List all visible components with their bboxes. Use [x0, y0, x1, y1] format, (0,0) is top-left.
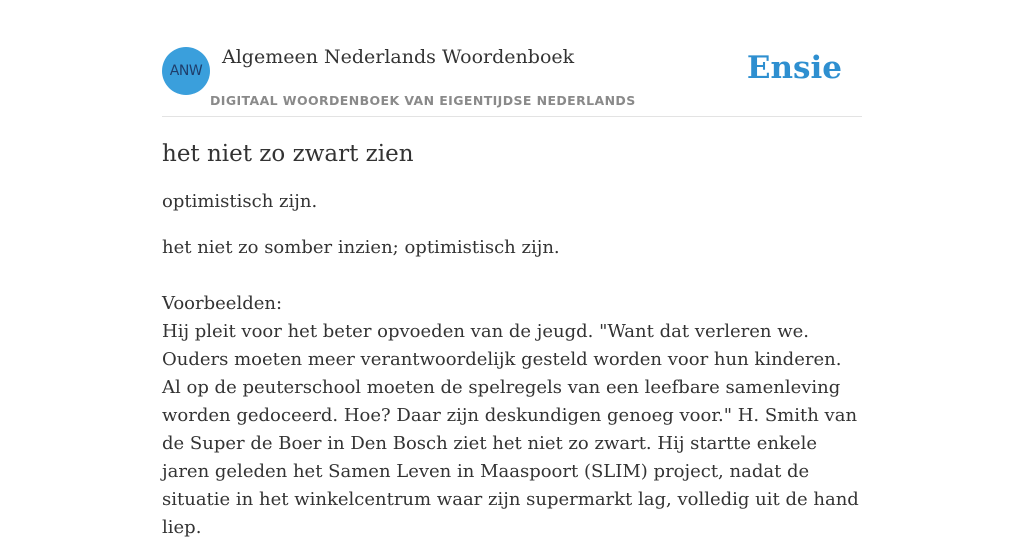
entry-definition: optimistisch zijn. [162, 191, 318, 212]
examples-label: Voorbeelden: [162, 293, 283, 314]
example-text: Hij pleit voor het beter opvoeden van de jeugd. "Want dat verleren we. Ouders moeten meer verantwoordelijk gesteld worden voor hun kinderen. Al op de peuterschool moeten de spelregels van een leefbare samenleving worden gedoceerd. Hoe? Daar zijn deskundigen genoeg voor." H. Smith van de Super de Boer in Den Bosch ziet het niet zo zwart. Hij startte enkele jaren geleden het Samen Leven in Maaspoort (SLIM) project, nadat de situatie in het winkelcentrum waar zijn supermarkt lag, volledig uit de hand liep. [162, 321, 859, 538]
entry-content [162, 138, 862, 542]
entry-definition-long: het niet zo somber inzien; optimistisch zijn. [162, 237, 560, 258]
source-subtitle: DIGITAAL WOORDENBOEK VAN EIGENTIJDSE NEDERLANDS [210, 93, 636, 108]
entry-term: het niet zo zwart zien [162, 141, 414, 167]
source-header [162, 42, 862, 117]
source-title[interactable]: Algemeen Nederlands Woordenboek [222, 46, 575, 68]
ensie-logo[interactable]: Ensie [746, 50, 842, 86]
anw-logo[interactable]: ANW [162, 47, 210, 95]
